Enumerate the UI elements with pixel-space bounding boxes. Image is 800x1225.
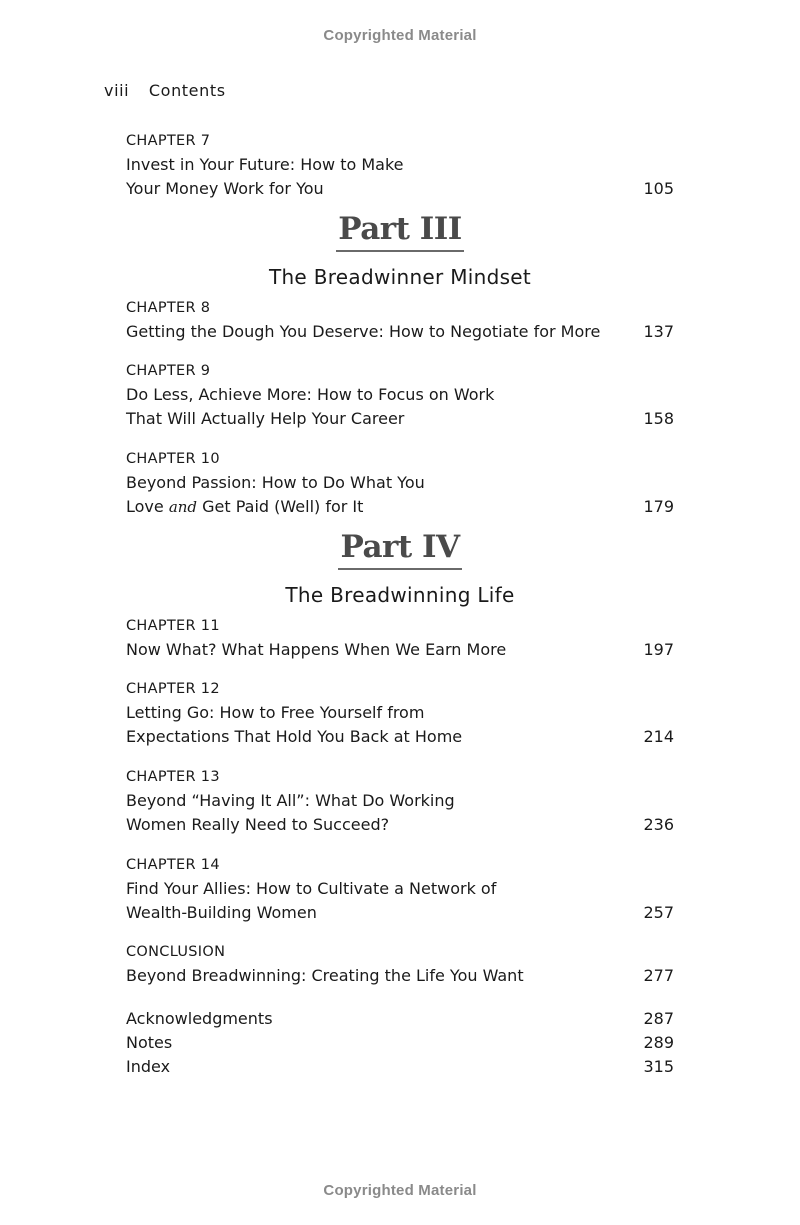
chapter-title-text: Women Really Need to Succeed?	[126, 815, 390, 834]
page-number: 257	[643, 903, 674, 922]
page-number: 137	[643, 322, 674, 341]
page-number: 277	[643, 966, 674, 985]
page-number: 289	[643, 1033, 674, 1052]
page-number: 236	[643, 815, 674, 834]
chapter-title-line: Letting Go: How to Free Yourself from	[126, 703, 425, 722]
part-title: Part III	[336, 211, 464, 252]
toc-entry-chapter-13[interactable]	[126, 765, 674, 837]
chapter-title-line	[126, 407, 674, 431]
page-number: 197	[643, 640, 674, 659]
chapter-title-text: Get Paid (Well) for It	[197, 497, 364, 516]
chapter-title-line: Do Less, Achieve More: How to Focus on Work	[126, 385, 495, 404]
toc-entry-acknowledgments[interactable]	[126, 1007, 674, 1031]
chapter-title-text: Love	[126, 497, 169, 516]
chapter-title-line	[126, 813, 674, 837]
backmatter-title: Notes	[126, 1033, 173, 1052]
page-folio: viii	[104, 81, 130, 100]
chapter-title-text: Getting the Dough You Deserve: How to Negotiate for More	[126, 322, 601, 341]
chapter-title-line: Find Your Allies: How to Cultivate a Network of	[126, 879, 497, 898]
page-number: 105	[643, 179, 674, 198]
part-heading-iv	[0, 529, 800, 570]
page-number: 158	[643, 409, 674, 428]
toc-entry-chapter-11[interactable]	[126, 614, 674, 662]
chapter-title-text: Now What? What Happens When We Earn More	[126, 640, 507, 659]
chapter-title-text: Your Money Work for You	[126, 179, 324, 198]
part-heading-iii	[0, 211, 800, 252]
page-number: 315	[643, 1057, 674, 1076]
toc-entry-chapter-7[interactable]	[126, 129, 674, 201]
chapter-label: CONCLUSION	[126, 944, 226, 960]
toc-entry-chapter-8[interactable]	[126, 296, 674, 344]
chapter-title-line	[126, 638, 674, 662]
chapter-title-emphasis: and	[168, 498, 198, 516]
chapter-label: CHAPTER 12	[126, 681, 220, 697]
chapter-title-line: Invest in Your Future: How to Make	[126, 155, 404, 174]
running-head	[104, 81, 226, 100]
toc-entry-index[interactable]	[126, 1055, 674, 1079]
backmatter-title: Index	[126, 1057, 171, 1076]
chapter-title-line	[126, 725, 674, 749]
chapter-label: CHAPTER 13	[126, 769, 220, 785]
toc-entry-conclusion[interactable]	[126, 940, 674, 988]
chapter-label: CHAPTER 8	[126, 300, 211, 316]
backmatter-title: Acknowledgments	[126, 1009, 273, 1028]
part-subtitle: The Breadwinning Life	[285, 583, 515, 607]
part-subtitle: The Breadwinner Mindset	[268, 265, 532, 289]
part-title: Part IV	[338, 529, 461, 570]
toc-entry-chapter-14[interactable]	[126, 853, 674, 925]
chapter-title-line: Beyond Passion: How to Do What You	[126, 473, 425, 492]
chapter-label: CHAPTER 10	[126, 451, 220, 467]
page-number: 287	[643, 1009, 674, 1028]
chapter-title-text: That Will Actually Help Your Career	[126, 409, 405, 428]
toc-entry-notes[interactable]	[126, 1031, 674, 1055]
chapter-title-text: Beyond Breadwinning: Creating the Life You Want	[126, 966, 524, 985]
chapter-title-text: Wealth-Building Women	[126, 903, 317, 922]
chapter-title-line	[126, 177, 674, 201]
watermark-bottom: Copyrighted Material	[323, 1182, 477, 1199]
chapter-title-text: Expectations That Hold You Back at Home	[126, 727, 463, 746]
running-head-title: Contents	[148, 81, 226, 100]
chapter-label: CHAPTER 14	[126, 857, 220, 873]
chapter-label: CHAPTER 7	[126, 133, 211, 149]
page-number: 179	[643, 497, 674, 516]
watermark-top: Copyrighted Material	[323, 27, 477, 44]
toc-entry-chapter-9[interactable]	[126, 359, 674, 431]
chapter-title-line	[126, 964, 674, 988]
toc-entry-chapter-10[interactable]	[126, 447, 674, 519]
chapter-title-line	[126, 901, 674, 925]
chapter-label: CHAPTER 9	[126, 363, 211, 379]
chapter-title-line	[126, 320, 674, 344]
page-number: 214	[643, 727, 674, 746]
toc-backmatter	[126, 1007, 674, 1079]
chapter-title-line	[126, 495, 674, 519]
chapter-title-line: Beyond “Having It All”: What Do Working	[126, 791, 455, 810]
toc-entry-chapter-12[interactable]	[126, 677, 674, 749]
chapter-label: CHAPTER 11	[126, 618, 220, 634]
